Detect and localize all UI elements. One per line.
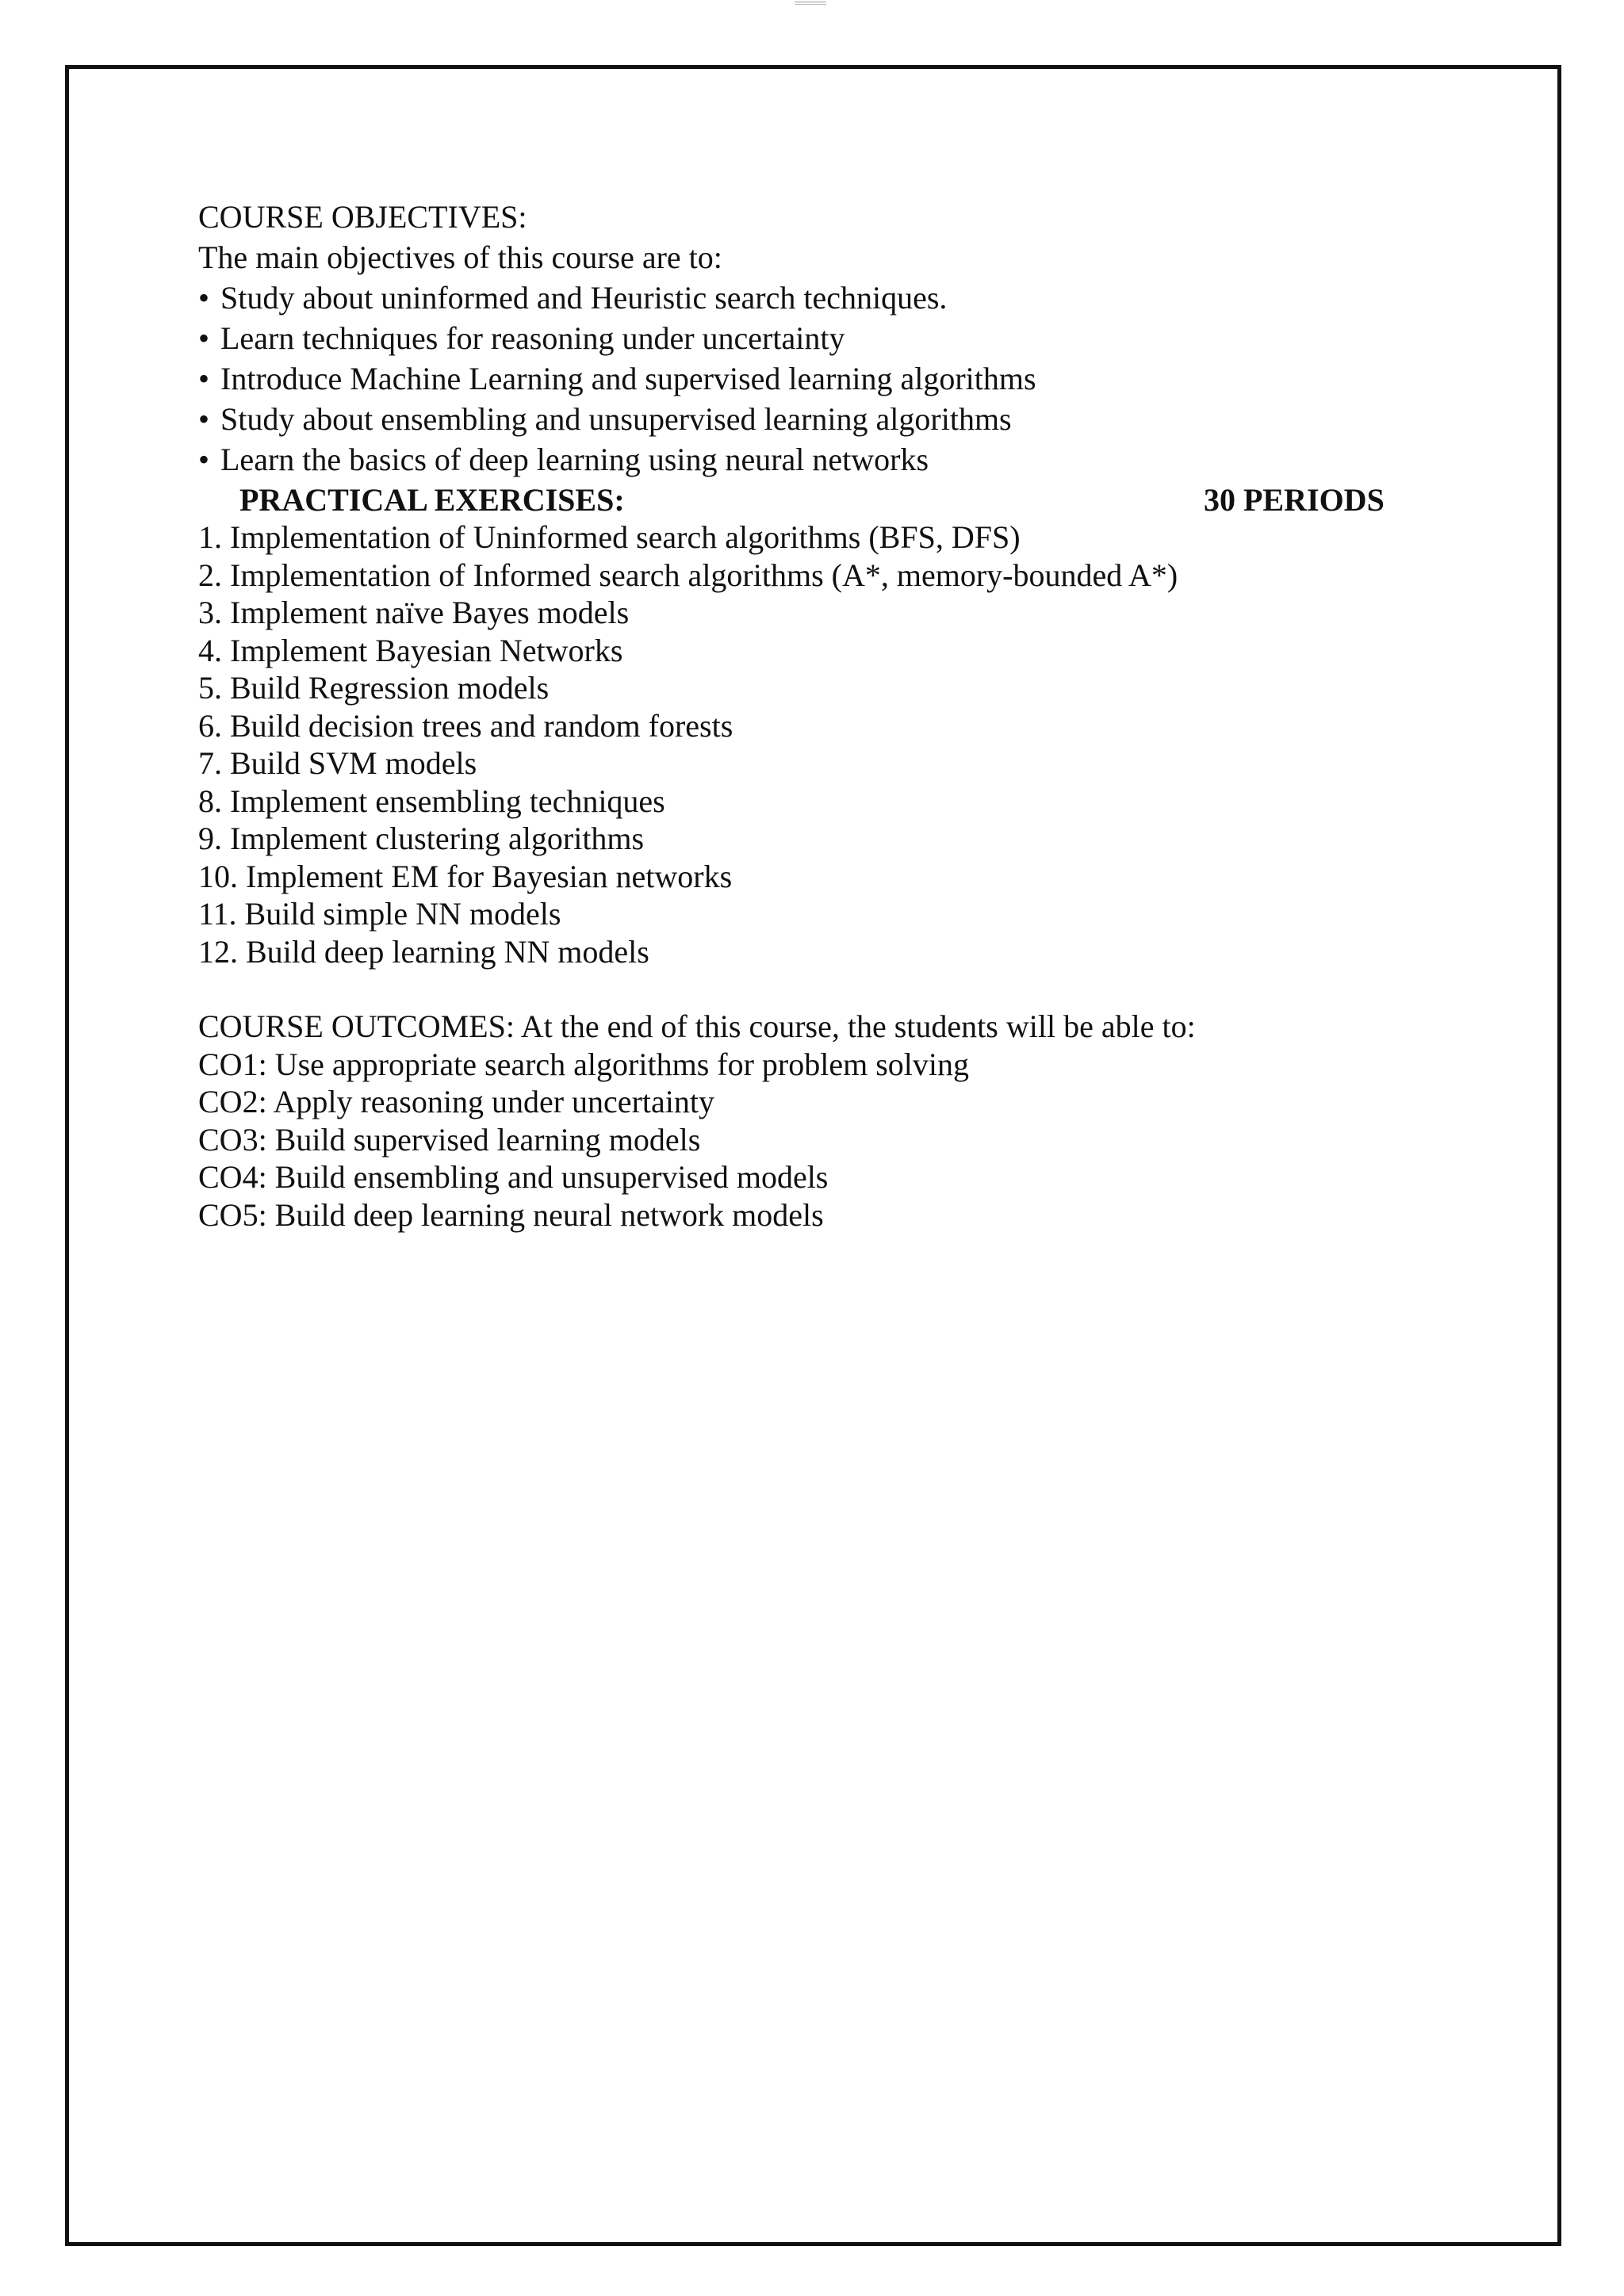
objective-item-text: Introduce Machine Learning and supervised learning algorithms <box>220 361 1036 396</box>
outcome-item: CO4: Build ensembling and unsupervised models <box>198 1159 829 1195</box>
practical-item: 11. Build simple NN models <box>198 896 561 932</box>
practical-periods: 30 PERIODS <box>1204 482 1385 518</box>
objective-item <box>198 358 1404 399</box>
outcome-item: CO5: Build deep learning neural network models <box>198 1196 824 1233</box>
practical-item: 4. Implement Bayesian Networks <box>198 632 623 668</box>
practical-exercises-header <box>198 480 1404 517</box>
objective-item <box>198 399 1404 439</box>
bullet-icon: • <box>198 280 210 316</box>
practical-exercises-heading: PRACTICAL EXERCISES: <box>239 482 625 518</box>
practical-item: 7. Build SVM models <box>198 745 477 781</box>
practical-item: 2. Implementation of Informed search algorithms (A*, memory-bounded A*) <box>198 557 1178 593</box>
page-header-mark <box>795 2 826 5</box>
bullet-icon: • <box>198 442 210 477</box>
practical-item: 3. Implement naïve Bayes models <box>198 595 630 630</box>
practical-item: 5. Build Regression models <box>198 670 550 706</box>
objective-item-text: Study about uninformed and Heuristic search techniques. <box>220 280 948 316</box>
bullet-icon: • <box>198 320 210 356</box>
objectives-heading: COURSE OBJECTIVES: <box>198 199 527 235</box>
practical-item: 9. Implement clustering algorithms <box>198 821 645 856</box>
objective-item-text: Study about ensembling and unsupervised learning algorithms <box>220 401 1012 437</box>
objective-item-text: Learn techniques for reasoning under uncertainty <box>220 320 845 356</box>
practical-item: 10. Implement EM for Bayesian networks <box>198 858 733 894</box>
objective-item-text: Learn the basics of deep learning using neural networks <box>220 442 929 477</box>
practical-item: 1. Implementation of Uninformed search algorithms (BFS, DFS) <box>198 519 1021 555</box>
outcome-item: CO2: Apply reasoning under uncertainty <box>198 1084 714 1119</box>
practical-item: 6. Build decision trees and random forests <box>198 707 733 744</box>
document-content <box>198 197 1404 1232</box>
outcome-item: CO3: Build supervised learning models <box>198 1121 701 1158</box>
practical-item: 8. Implement ensembling techniques <box>198 783 665 819</box>
objective-item <box>198 439 1404 480</box>
outcome-item: CO1: Use appropriate search algorithms for problem solving <box>198 1046 969 1082</box>
section-spacer <box>198 969 1404 1006</box>
bullet-icon: • <box>198 361 210 396</box>
objective-item <box>198 318 1404 358</box>
objectives-intro: The main objectives of this course are to: <box>198 239 722 275</box>
objective-item <box>198 277 1404 318</box>
bullet-icon: • <box>198 401 210 437</box>
practical-item: 12. Build deep learning NN models <box>198 933 649 970</box>
outcomes-heading: COURSE OUTCOMES: At the end of this course, the students will be able to: <box>198 1008 1196 1044</box>
